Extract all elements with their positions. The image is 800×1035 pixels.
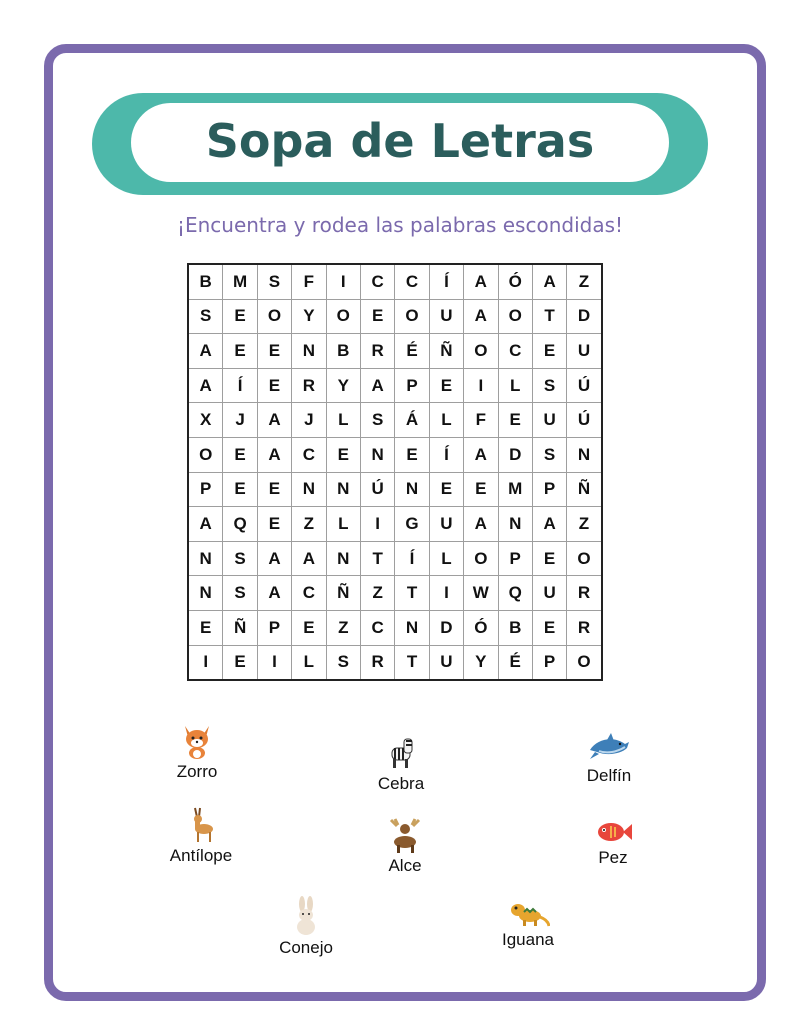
grid-cell[interactable]: Z [567,264,602,299]
grid-row [188,403,602,438]
grid-cell[interactable]: A [257,403,291,438]
grid-cell[interactable]: J [223,403,257,438]
grid-cell[interactable]: E [292,610,326,645]
grid-cell[interactable]: N [498,507,532,542]
grid-cell[interactable]: B [498,610,532,645]
grid-cell[interactable]: S [360,403,394,438]
grid-cell[interactable]: P [188,472,223,507]
grid-cell[interactable]: O [188,437,223,472]
word-search-grid [187,263,603,681]
grid-cell[interactable]: E [223,334,257,369]
grid-cell[interactable]: A [257,576,291,611]
word-label: Alce [388,856,422,875]
grid-cell[interactable]: L [326,507,360,542]
grid-cell[interactable]: I [257,645,291,680]
grid-cell[interactable]: Y [292,299,326,334]
grid-cell[interactable]: Á [395,403,429,438]
grid-cell[interactable]: I [360,507,394,542]
grid-cell[interactable]: E [223,645,257,680]
grid-cell[interactable]: Z [360,576,394,611]
grid-cell[interactable]: B [188,264,223,299]
grid-cell[interactable]: S [532,368,566,403]
grid-cell[interactable]: E [429,368,463,403]
grid-cell[interactable]: Q [223,507,257,542]
grid-cell[interactable]: A [292,541,326,576]
grid-cell[interactable]: Ú [567,403,602,438]
instructions: ¡Encuentra y rodea las palabras escondidas! [176,213,624,237]
word-item-conejo [236,896,376,958]
grid-cell[interactable]: A [464,437,498,472]
grid-cell[interactable]: C [498,334,532,369]
grid-cell[interactable]: U [567,334,602,369]
grid-cell[interactable]: P [395,368,429,403]
grid-cell[interactable]: C [360,610,394,645]
grid-cell[interactable]: E [223,437,257,472]
grid-cell[interactable]: E [360,299,394,334]
grid-cell[interactable]: M [498,472,532,507]
grid-cell[interactable]: N [567,437,602,472]
grid-row [188,437,602,472]
grid-cell[interactable]: Ó [498,264,532,299]
grid-cell[interactable]: Ñ [567,472,602,507]
word-label: Cebra [377,774,425,793]
grid-cell[interactable]: L [326,403,360,438]
grid-cell[interactable]: N [188,576,223,611]
grid-cell[interactable]: A [188,368,223,403]
grid-cell[interactable]: A [532,507,566,542]
grid-cell[interactable]: Ñ [429,334,463,369]
grid-cell[interactable]: Í [429,264,463,299]
grid-cell[interactable]: O [395,299,429,334]
grid-cell[interactable]: A [257,541,291,576]
word-label: Antílope [169,846,233,865]
grid-cell[interactable]: F [292,264,326,299]
grid-cell[interactable]: Q [498,576,532,611]
moose-icon [387,816,423,854]
grid-row [188,368,602,403]
grid-row [188,507,602,542]
grid-cell[interactable]: I [326,264,360,299]
grid-cell[interactable]: Í [429,437,463,472]
grid-cell[interactable]: A [464,264,498,299]
grid-cell[interactable]: R [567,610,602,645]
grid-cell[interactable]: R [360,645,394,680]
grid-cell[interactable]: O [498,299,532,334]
grid-cell[interactable]: D [567,299,602,334]
title-box [131,103,669,182]
grid-cell[interactable]: Y [326,368,360,403]
grid-cell[interactable]: T [360,541,394,576]
grid-cell[interactable]: N [292,334,326,369]
grid-cell[interactable]: E [395,437,429,472]
grid-row [188,264,602,299]
grid-cell[interactable]: L [498,368,532,403]
zebra-icon [384,734,418,772]
grid-cell[interactable]: U [429,645,463,680]
grid-cell[interactable]: X [188,403,223,438]
grid-cell[interactable]: E [498,403,532,438]
grid-cell[interactable]: N [326,472,360,507]
grid-cell[interactable]: A [360,368,394,403]
grid-cell[interactable]: E [257,472,291,507]
grid-cell[interactable]: R [292,368,326,403]
grid-cell[interactable]: Z [326,610,360,645]
grid-cell[interactable]: O [567,645,602,680]
grid-cell[interactable]: J [292,403,326,438]
grid-cell[interactable]: B [326,334,360,369]
grid-cell[interactable]: N [188,541,223,576]
grid-cell[interactable]: E [257,334,291,369]
grid-cell[interactable]: Z [567,507,602,542]
grid-cell[interactable]: T [532,299,566,334]
grid-cell[interactable]: L [292,645,326,680]
grid-cell[interactable]: N [326,541,360,576]
word-item-alce [335,816,475,876]
grid-cell[interactable]: O [464,334,498,369]
grid-row [188,472,602,507]
grid-cell[interactable]: U [429,507,463,542]
grid-cell[interactable]: N [360,437,394,472]
grid-cell[interactable]: A [464,299,498,334]
grid-cell[interactable]: D [498,437,532,472]
grid-cell[interactable]: U [532,576,566,611]
grid-cell[interactable]: Ñ [326,576,360,611]
grid-cell[interactable]: R [360,334,394,369]
rabbit-icon [291,896,321,936]
grid-cell[interactable]: E [257,368,291,403]
grid-cell[interactable]: T [395,576,429,611]
word-item-cebra [331,734,471,794]
grid-cell[interactable]: U [532,403,566,438]
word-item-pez [543,818,683,868]
grid-cell[interactable]: S [326,645,360,680]
antelope-icon [184,806,218,844]
grid-cell[interactable]: P [257,610,291,645]
grid-cell[interactable]: L [429,403,463,438]
grid-cell[interactable]: P [532,645,566,680]
page-title: Sopa de Letras [205,113,595,168]
grid-cell[interactable]: F [464,403,498,438]
grid-cell[interactable]: S [257,264,291,299]
grid-cell[interactable]: A [464,507,498,542]
grid-cell[interactable]: E [223,472,257,507]
word-item-delfin [539,730,679,786]
grid-cell[interactable]: Ú [360,472,394,507]
grid-cell[interactable]: C [292,576,326,611]
grid-cell[interactable]: Ó [464,610,498,645]
grid-cell[interactable]: Ñ [223,610,257,645]
grid-cell[interactable]: O [464,541,498,576]
grid-row [188,541,602,576]
grid-cell[interactable]: W [464,576,498,611]
grid-cell[interactable]: Í [395,541,429,576]
grid-row [188,299,602,334]
grid-cell[interactable]: U [429,299,463,334]
grid-cell[interactable]: E [326,437,360,472]
grid-cell[interactable]: N [292,472,326,507]
grid-cell[interactable]: M [223,264,257,299]
iguana-icon [506,898,550,928]
grid-cell[interactable]: Í [223,368,257,403]
grid-cell[interactable]: E [464,472,498,507]
grid-cell[interactable]: I [429,576,463,611]
grid-cell[interactable]: Z [292,507,326,542]
word-item-antilope [131,806,271,866]
grid-cell[interactable]: E [223,299,257,334]
word-label: Iguana [502,930,554,949]
grid-cell[interactable]: N [395,610,429,645]
grid-cell[interactable]: N [395,472,429,507]
grid-cell[interactable]: S [223,541,257,576]
grid-row [188,334,602,369]
word-label: Pez [598,848,628,867]
grid-cell[interactable]: E [429,472,463,507]
grid-cell[interactable]: A [188,507,223,542]
grid-cell[interactable]: O [257,299,291,334]
grid-cell[interactable]: I [188,645,223,680]
grid-cell[interactable]: R [567,576,602,611]
grid-cell[interactable]: P [532,472,566,507]
grid-cell[interactable]: C [360,264,394,299]
grid-cell[interactable]: E [257,507,291,542]
fish-icon [593,818,633,846]
grid-row [188,610,602,645]
grid-cell[interactable]: S [188,299,223,334]
grid-cell[interactable]: A [188,334,223,369]
grid-cell[interactable]: A [532,264,566,299]
grid-cell[interactable]: C [395,264,429,299]
grid-cell[interactable]: I [464,368,498,403]
grid-cell[interactable]: É [395,334,429,369]
grid-cell[interactable]: A [257,437,291,472]
grid-cell[interactable]: P [498,541,532,576]
fox-icon [180,722,214,760]
grid-cell[interactable]: Ú [567,368,602,403]
word-label: Zorro [176,762,218,781]
grid-cell[interactable]: E [532,334,566,369]
grid-cell[interactable]: G [395,507,429,542]
grid-cell[interactable]: E [188,610,223,645]
grid-cell[interactable]: O [567,541,602,576]
word-label: Conejo [279,938,333,957]
word-label: Delfín [586,766,632,785]
grid-cell[interactable]: S [532,437,566,472]
grid-row [188,576,602,611]
grid-cell[interactable]: T [395,645,429,680]
grid-cell[interactable]: E [532,610,566,645]
word-item-iguana [458,898,598,950]
grid-cell[interactable]: C [292,437,326,472]
dolphin-icon [587,730,631,764]
grid-cell[interactable]: L [429,541,463,576]
grid-row [188,645,602,680]
word-item-zorro [127,722,267,782]
grid-cell[interactable]: É [498,645,532,680]
grid-cell[interactable]: Y [464,645,498,680]
grid-cell[interactable]: S [223,576,257,611]
grid-cell[interactable]: D [429,610,463,645]
grid-cell[interactable]: E [532,541,566,576]
grid-cell[interactable]: O [326,299,360,334]
